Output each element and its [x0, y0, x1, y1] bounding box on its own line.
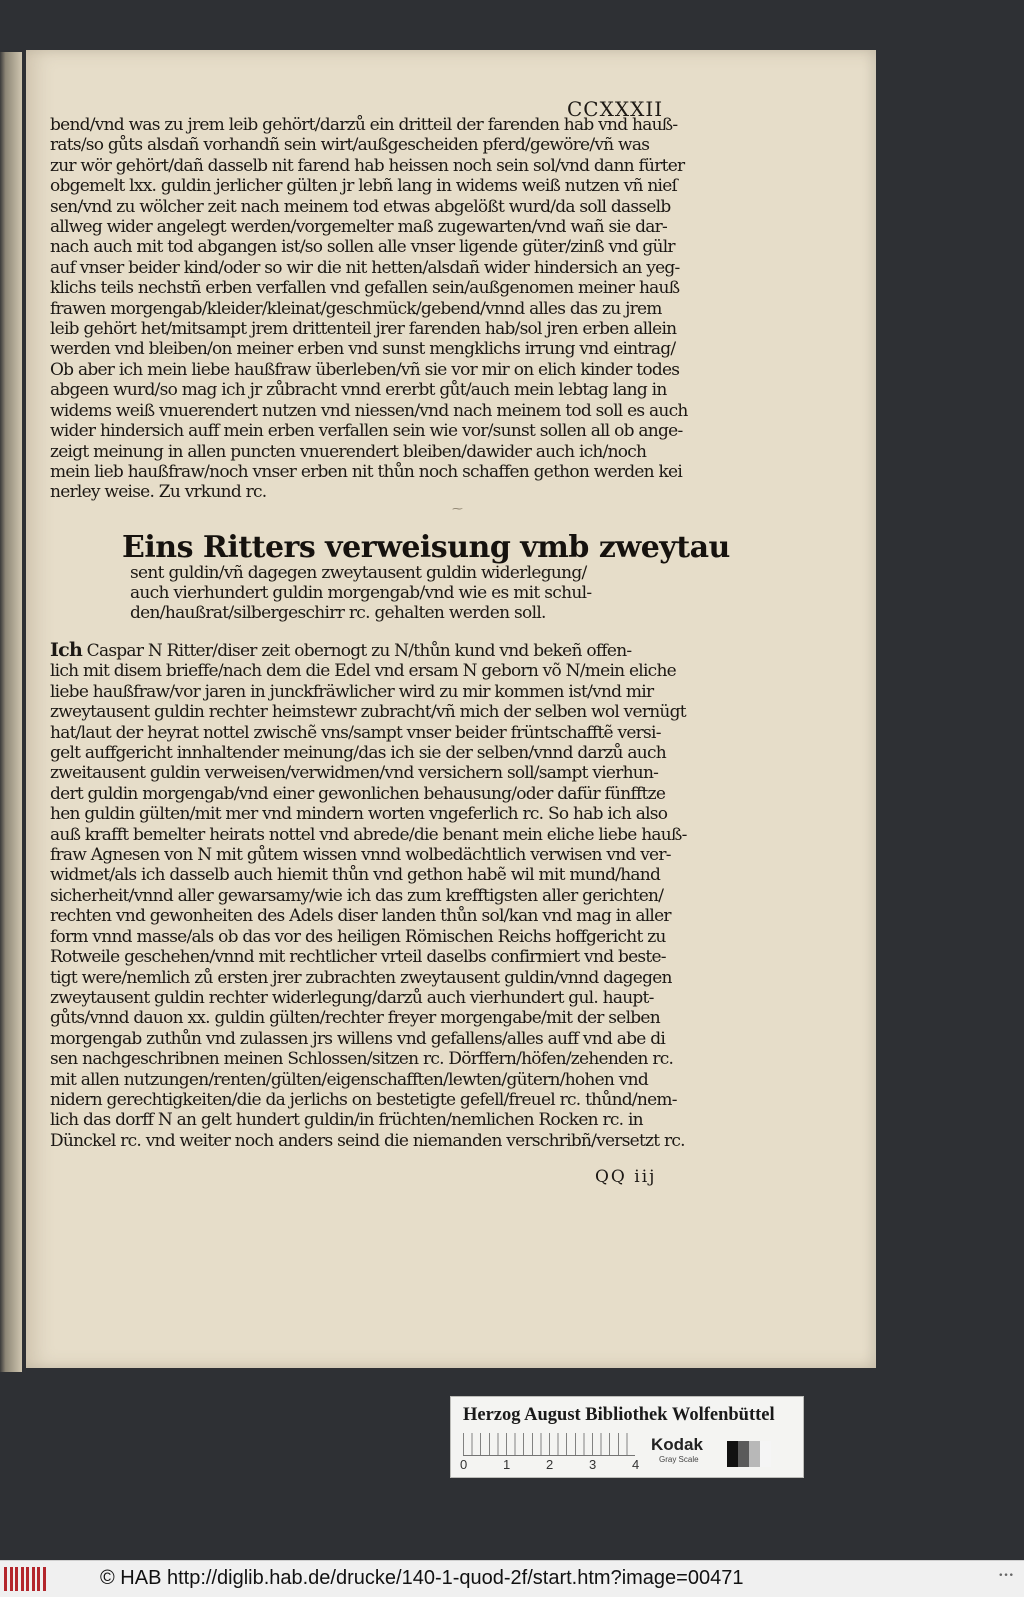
facing-page-edge: [0, 52, 22, 1372]
paragraph-line: Rotweile geschehen/vnnd mit rechtlicher vrteil daselbs confirmiert vnd beste-: [50, 947, 666, 968]
paragraph-line: morgengab zuthůn vnd zulassen jrs willens vnd gefallens/alles auff vnd abe di: [50, 1028, 666, 1049]
folio-number: CCXXXII: [567, 97, 664, 121]
section-heading: Eins Ritters verweisung vmb zweytau: [122, 530, 730, 565]
ruler-label: 1: [503, 1457, 511, 1472]
paragraph-line: zweytausent guldin rechter heimstewr zubracht/vñ mich der selben wol vernügt: [50, 702, 686, 723]
gray-swatches: [727, 1441, 771, 1467]
paragraph-line: gelt auffgericht innhaltender meinung/das ich sie der selben/vnnd darzů auch: [50, 743, 666, 764]
paragraph-line: lich mit disem brieffe/nach dem die Edel vnd ersam N geborn võ N/mein eliche: [50, 661, 676, 682]
library-name: Herzog August Bibliothek Wolfenbüttel: [463, 1405, 775, 1425]
section-subtitle: [130, 563, 710, 624]
paragraph-line: leib gehört het/mitsampt jrem drittenteil jrer farenden hab/sol jren erben allein: [50, 319, 677, 340]
paragraph-line: werden vnd bleiben/on meiner erben vnd sunst mengklichs irrung vnd eintrag/: [50, 339, 676, 360]
color-scale-card: [450, 1396, 804, 1478]
paragraph-line: auch vierhundert guldin morgengab/vnd wie es mit schul-: [130, 583, 592, 604]
paragraph-line: Dünckel rc. vnd weiter noch anders seind die niemanden verschribñ/versetzt rc.: [50, 1130, 685, 1151]
paragraph-line: zweitausent guldin verweisen/verwidmen/vnd versichern soll/sampt vierhun-: [50, 763, 659, 784]
paragraph-line: [50, 640, 710, 661]
paragraph-line: nerley weise. Zu vrkund rc.: [50, 482, 267, 503]
logo-stripe: [37, 1567, 40, 1591]
paragraph-line: sen nachgeschribnen meinen Schlossen/sitzen rc. Dörffern/höfen/zehenden rc.: [50, 1049, 674, 1070]
paragraph-line: sen/vnd zu wölcher zeit nach meinem tod etwas abgelößt wurd/da soll dasselb: [50, 196, 671, 217]
ruler-label: 3: [589, 1457, 597, 1472]
signature-mark: QQ iij: [595, 1167, 657, 1187]
paragraph-line: auß krafft bemelter heirats nottel vnd abrede/die benant mein eliche liebe hauß-: [50, 824, 687, 845]
paragraph-line: tigt were/nemlich zů ersten jrer zubrachten zweytausent guldin/vnnd dagegen: [50, 967, 672, 988]
more-icon[interactable]: •••: [998, 1571, 1014, 1581]
kodak-logo: Kodak: [651, 1435, 703, 1454]
logo-stripe: [21, 1567, 24, 1591]
paragraph-line: lich das dorff N an gelt hundert guldin/in früchten/nemlichen Rocken rc. in: [50, 1110, 643, 1131]
paragraph-2-first-line: Caspar N Ritter/diser zeit obernogt zu N/thůn kund vnd bekeñ offen-: [82, 641, 632, 661]
paragraph-line: sent guldin/vñ dagegen zweytausent guldin widerlegung/: [130, 563, 587, 583]
paragraph-line: obgemelt lxx. guldin jerlicher gülten jr lebñ lang in widems weiß nutzen vñ nieſ: [50, 176, 678, 197]
paragraph-line: nidern gerechtigkeiten/die da jerlichs on bestetigte gefell/freuel rc. thůnd/nem-: [50, 1089, 677, 1110]
logo-stripe: [15, 1567, 18, 1591]
paragraph-line: form vnnd masse/als ob das vor des heiligen Römischen Reichs hoffgericht zu: [50, 926, 666, 947]
logo-stripe: [43, 1567, 46, 1591]
paragraph-line: abgeen wurd/so mag ich jr zůbracht vnnd ererbt gůt/auch mein lebtag lang in: [50, 380, 667, 401]
footer-bar: [0, 1560, 1024, 1597]
ruler-label: 2: [546, 1457, 554, 1472]
ruler-labels: [460, 1457, 650, 1473]
paragraph-line: widmet/als ich dasselb auch hiemit thůn vnd gethon habẽ wil mit mund/hand: [50, 865, 661, 886]
paragraph-line: rats/so gůts alsdañ vorhandñ sein wirt/außgescheiden pferd/gewöre/vñ was: [50, 135, 650, 156]
drop-cap: Ich: [50, 640, 83, 661]
paragraph-1: [50, 115, 710, 503]
paragraph-2: [50, 640, 710, 1151]
gray-scale-label: Gray Scale: [659, 1455, 699, 1464]
paragraph-line: zur wör gehört/dañ dasselb nit farend hab heissen noch sein sol/vnd dann fürter: [50, 155, 685, 176]
gray-swatch: [727, 1441, 738, 1467]
paragraph-line: mein lieb haußfraw/noch vnser erben nit thůn noch schaffen gethon werden kei: [50, 461, 683, 482]
paragraph-line: Ob aber ich mein liebe haußfraw überleben/vñ sie vor mir on elich kinder todes: [50, 359, 680, 380]
ruler-scale: [463, 1433, 635, 1456]
gray-swatch: [760, 1441, 771, 1467]
paragraph-line: rechten vnd gewonheiten des Adels diser landen thůn sol/kan vnd mag in aller: [50, 906, 671, 927]
ruler-label: 0: [460, 1457, 468, 1472]
paragraph-line: sicherheit/vnnd aller gewarsamy/wie ich das zum krefftigsten aller gerichten/: [50, 885, 664, 906]
paragraph-line: frawen morgengab/kleider/kleinat/geschmück/gebend/vnnd alles das zu jrem: [50, 298, 662, 319]
paragraph-line: zeigt meinung in allen puncten vnuerendert bleiben/dawider auch ich/noch: [50, 441, 647, 462]
logo-stripe: [10, 1567, 13, 1591]
logo-stripe: [26, 1567, 29, 1591]
paragraph-line: liebe haußfraw/vor jaren in junckfräwlicher wird zu mir kommen ist/vnd mir: [50, 681, 654, 702]
paragraph-line: klichs teils nechstñ erben verfallen vnd gefallen sein/außgenomen meiner hauß: [50, 278, 680, 299]
paragraph-line: allweg wider angelegt werden/vorgemelter maß zugewarten/vnd wañ sie dar-: [50, 217, 667, 238]
paragraph-line: hen guldin gülten/mit mer vnd mindern worten vngeferlich rc. So hab ich also: [50, 804, 668, 825]
gray-swatch: [749, 1441, 760, 1467]
paragraph-line: mit allen nutzungen/renten/gülten/eigenschafften/lewten/gütern/hohen vnd: [50, 1069, 648, 1090]
gray-swatch: [738, 1441, 749, 1467]
paragraph-line: hat/laut der heyrat nottel zwischẽ vns/sampt vnser beider früntschafftẽ versi-: [50, 722, 661, 743]
hab-logo-icon: [4, 1567, 48, 1591]
paragraph-line: wider hindersich auff mein erben verfallen sein wie vor/sunst sollen all ob ange-: [50, 421, 683, 442]
paragraph-line: nach auch mit tod abgangen ist/so sollen alle vnser ligende güter/zinß vnd gülr: [50, 237, 675, 258]
paragraph-line: zweytausent guldin rechter widerlegung/darzů auch vierhundert gul. haupt-: [50, 987, 654, 1008]
logo-stripe: [32, 1567, 35, 1591]
paragraph-line: gůts/vnnd dauon xx. guldin gülten/rechter freyer morgengabe/mit der selben: [50, 1008, 660, 1029]
footer-url-text[interactable]: © HAB http://diglib.hab.de/drucke/140-1-quod-2f/start.htm?image=00471: [100, 1567, 744, 1589]
logo-stripe: [4, 1567, 7, 1591]
ornament-mark: ⁓: [452, 502, 463, 515]
paragraph-line: dert guldin morgengab/vnd einer gewonlichen behausung/oder dafür fünfftze: [50, 783, 666, 804]
ruler-label: 4: [632, 1457, 640, 1472]
paragraph-line: den/haußrat/silbergeschirr rc. gehalten werden soll.: [130, 603, 546, 624]
paragraph-line: bend/vnd was zu jrem leib gehört/darzů ein dritteil der farenden hab vnd hauß-: [50, 115, 678, 135]
paragraph-line: auf vnser beider kind/oder so wir die nit hetten/alsdañ wider hindersich an yeg-: [50, 257, 680, 278]
paragraph-line: widems weiß vnuerendert nutzen vnd niessen/vnd nach meinem tod soll es auch: [50, 400, 688, 421]
paragraph-line: fraw Agnesen von N mit gůtem wissen vnnd wolbedächtlich verwisen vnd ver-: [50, 845, 671, 866]
